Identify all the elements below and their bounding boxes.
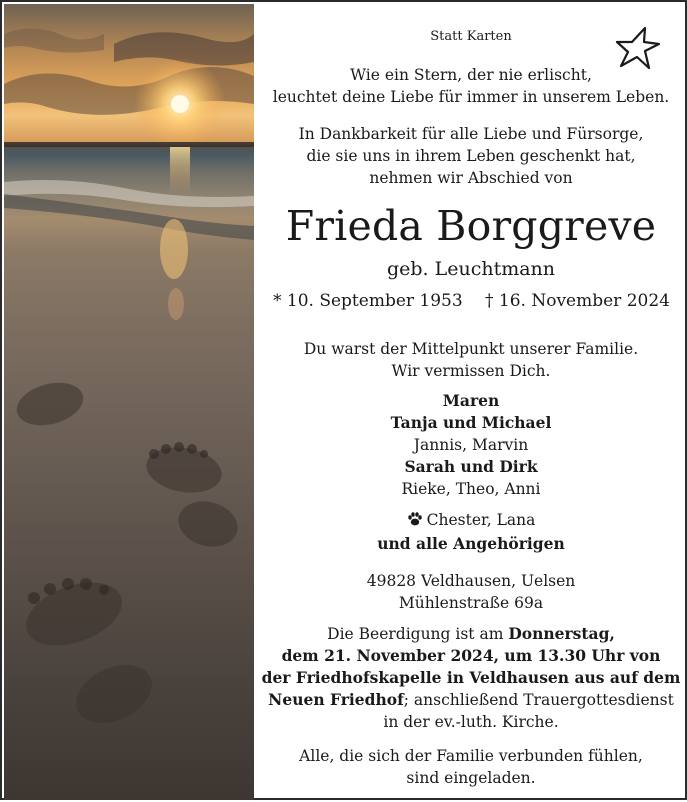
address-line-1: 49828 Veldhausen, Uelsen <box>366 572 576 590</box>
closing-line-2: sind eingeladen. <box>406 769 536 787</box>
statt-karten: Statt Karten <box>430 29 512 44</box>
family-sarah-dirk: Sarah und Dirk <box>404 457 538 476</box>
message-line-1: Du warst der Mittelpunkt unserer Familie. <box>303 340 639 358</box>
funeral-service: ; anschließend Trauergottesdienst <box>403 691 674 709</box>
message-line-2: Wir vermissen Dich. <box>391 362 551 380</box>
family-pets <box>255 509 687 531</box>
sun <box>171 95 189 113</box>
family-maren: Maren <box>442 391 500 410</box>
funeral-text: Die Beerdigung ist am <box>327 625 509 643</box>
funeral-cemetery: Neuen Friedhof <box>268 690 404 709</box>
sand-reflection <box>168 288 184 320</box>
funeral-day: Donnerstag, <box>508 624 615 643</box>
intro-line-1: In Dankbarkeit für alle Liebe und Fürsorge, <box>298 125 644 143</box>
family-rieke-theo-anni: Rieke, Theo, Anni <box>401 480 541 498</box>
family-tanja-michael: Tanja und Michael <box>390 413 552 432</box>
intro-line-3: nehmen wir Abschied von <box>369 169 573 187</box>
birth-date: * 10. September 1953 <box>273 291 463 311</box>
birth-name: geb. Leuchtmann <box>386 258 556 280</box>
pier <box>4 142 254 147</box>
closing-line-1: Alle, die sich der Familie verbunden fühlen, <box>299 747 643 765</box>
family-relatives: und alle Angehörigen <box>377 534 565 553</box>
funeral-line-3: der Friedhofskapelle in Veldhausen aus auf dem <box>261 668 681 687</box>
deceased-name: Frieda Borggreve <box>285 202 657 250</box>
beach-sunset-photo <box>4 4 254 800</box>
intro-line-2: die sie uns in ihrem Leben geschenkt hat, <box>306 147 636 165</box>
funeral-line-4 <box>255 689 687 711</box>
address-line-2: Mühlenstraße 69a <box>398 594 544 612</box>
obituary-text <box>255 2 687 802</box>
family-jannis-marvin: Jannis, Marvin <box>413 436 529 454</box>
funeral-line-2: dem 21. November 2024, um 13.30 Uhr von <box>281 646 661 665</box>
pets-names: Chester, Lana <box>426 511 536 529</box>
photo-illustration <box>4 4 254 800</box>
funeral-line-5: in der ev.-luth. Kirche. <box>383 713 559 731</box>
sand-reflection <box>160 219 188 279</box>
verse-line-1: Wie ein Stern, der nie erlischt, <box>350 66 592 84</box>
verse-line-2: leuchtet deine Liebe für immer in unserem Leben. <box>272 88 670 106</box>
footprints <box>12 376 243 735</box>
funeral-line-1 <box>255 623 687 645</box>
death-date: † 16. November 2024 <box>485 291 670 311</box>
paw-print-icon <box>407 511 423 527</box>
sea-reflection <box>170 147 190 195</box>
cloud <box>4 28 104 52</box>
